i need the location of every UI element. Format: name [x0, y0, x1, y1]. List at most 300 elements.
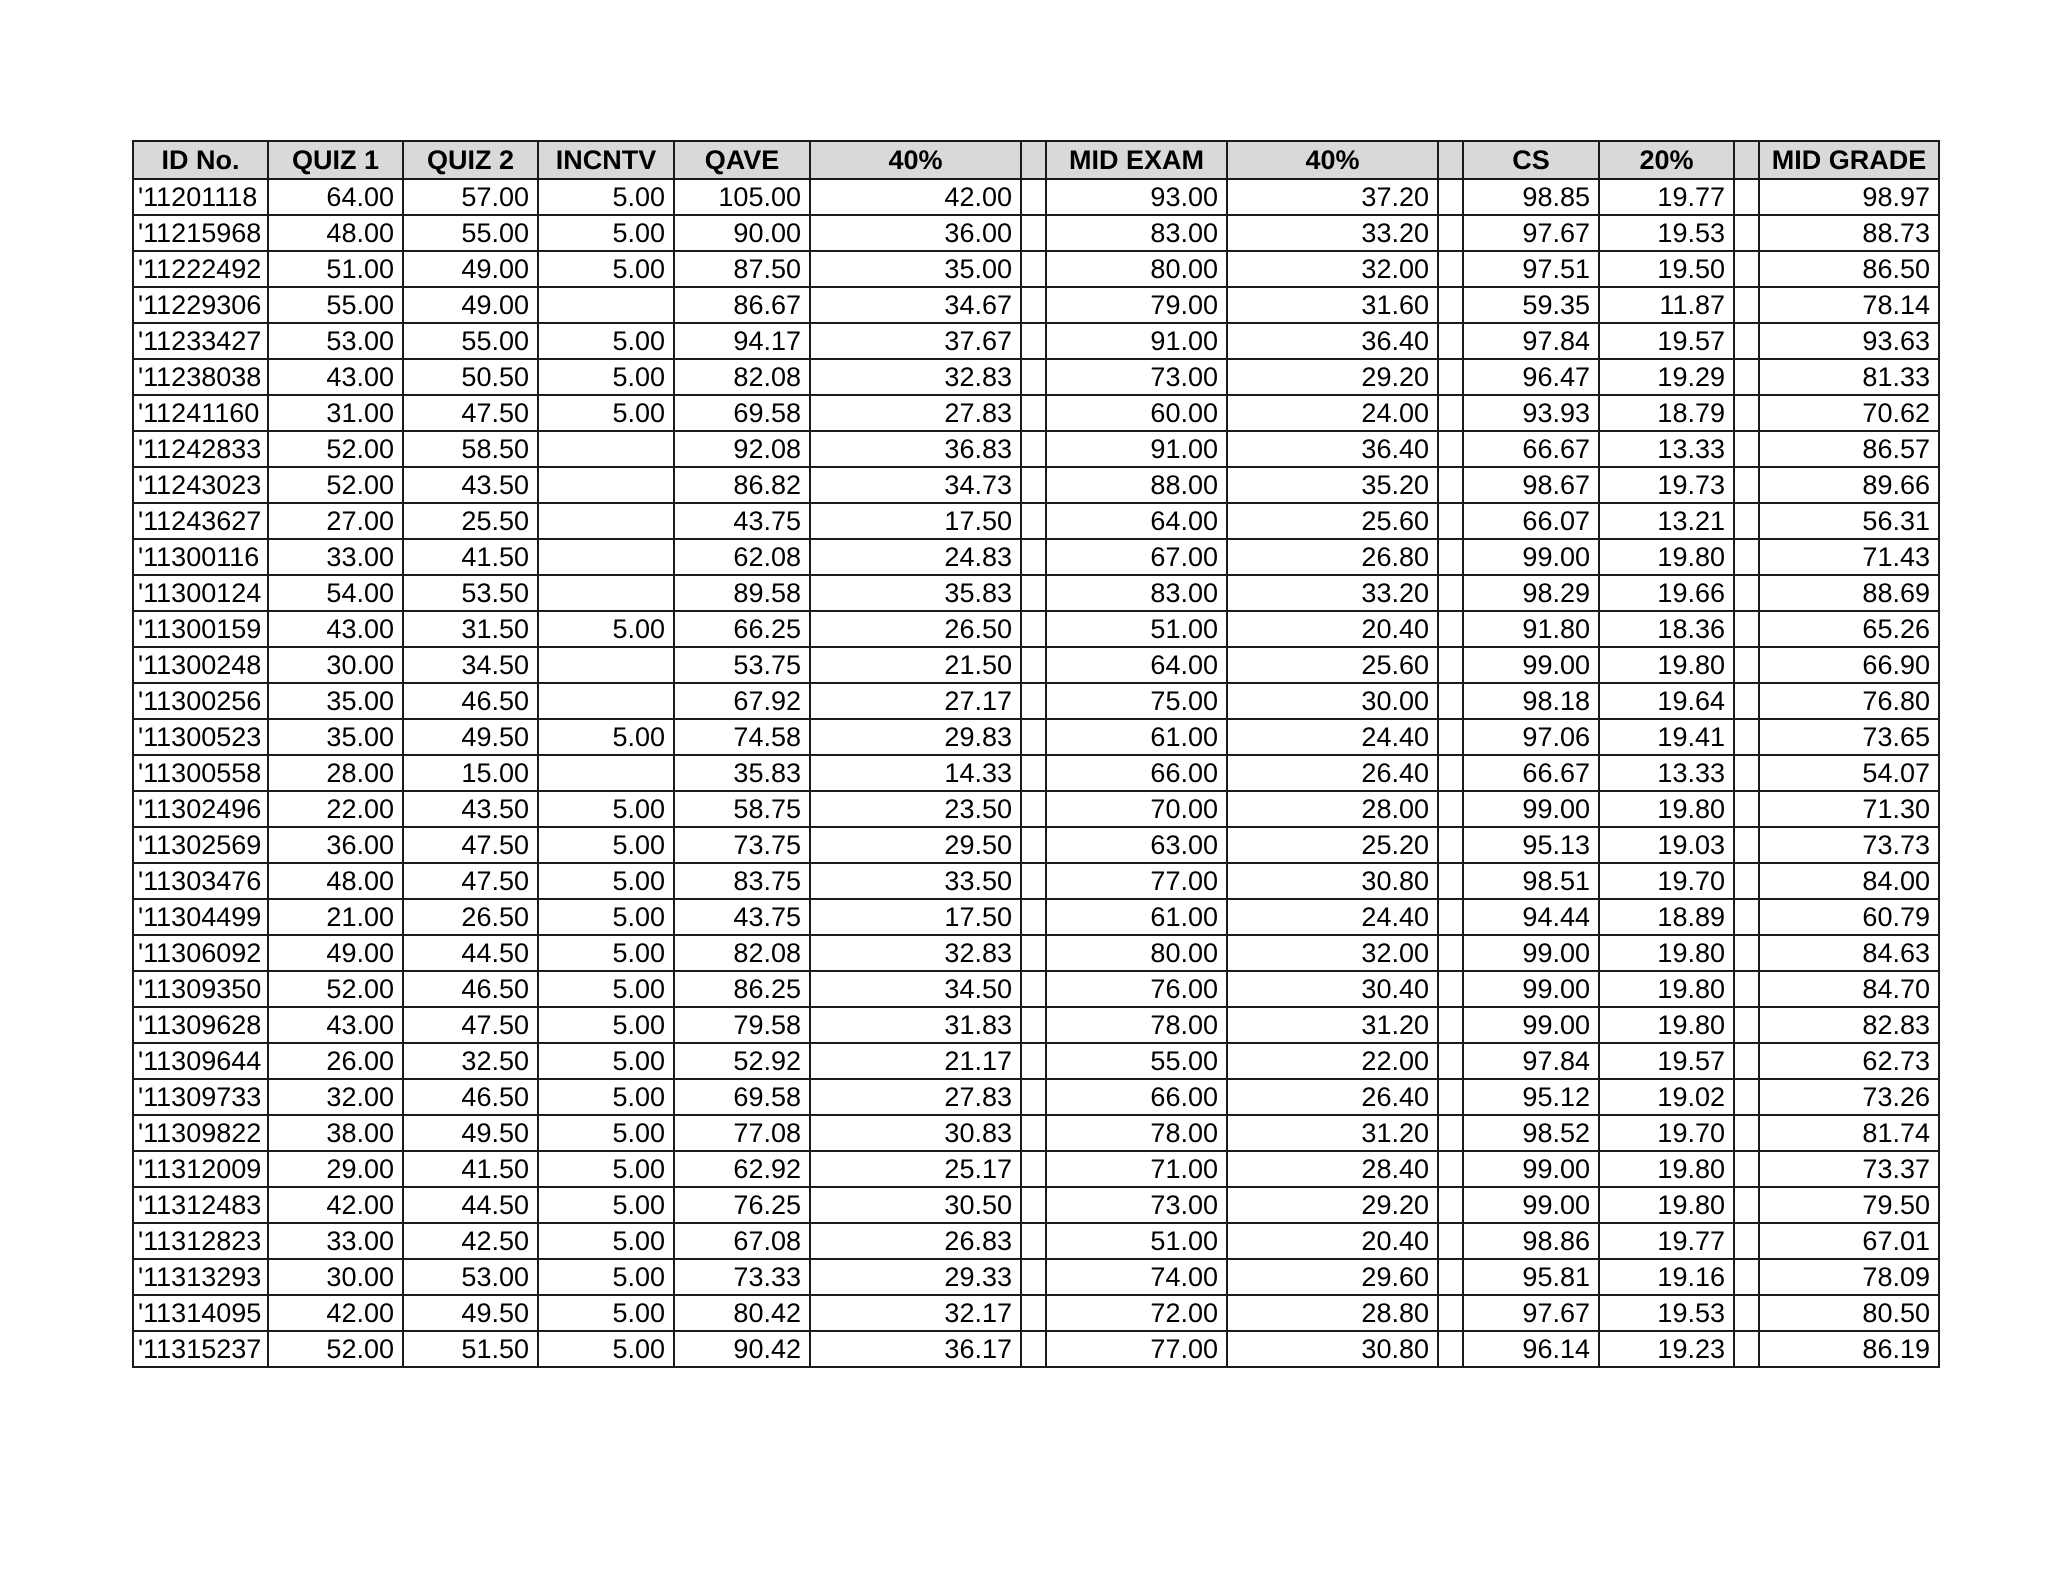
- value-cell: 5.00: [538, 1007, 674, 1043]
- value-cell: 81.74: [1759, 1115, 1939, 1151]
- value-cell: 42.00: [810, 179, 1021, 215]
- spacer-cell: [1438, 179, 1463, 215]
- spacer-cell: [1021, 575, 1046, 611]
- spacer-cell: [1438, 323, 1463, 359]
- value-cell: 80.50: [1759, 1295, 1939, 1331]
- value-cell: 21.17: [810, 1043, 1021, 1079]
- value-cell: 60.00: [1046, 395, 1227, 431]
- value-cell: 86.19: [1759, 1331, 1939, 1367]
- spacer-cell: [1734, 1151, 1759, 1187]
- value-cell: 26.83: [810, 1223, 1021, 1259]
- value-cell: 58.75: [674, 791, 810, 827]
- value-cell: 98.29: [1463, 575, 1599, 611]
- value-cell: 36.40: [1227, 431, 1438, 467]
- id-cell: '11215968: [133, 215, 268, 251]
- spacer-cell: [1021, 863, 1046, 899]
- value-cell: 74.58: [674, 719, 810, 755]
- spacer-cell: [1734, 251, 1759, 287]
- value-cell: 24.40: [1227, 719, 1438, 755]
- spacer-cell: [1734, 827, 1759, 863]
- table-row: [133, 611, 1939, 647]
- value-cell: 99.00: [1463, 971, 1599, 1007]
- spacer-cell: [1438, 1115, 1463, 1151]
- value-cell: 66.67: [1463, 431, 1599, 467]
- value-cell: 19.03: [1599, 827, 1734, 863]
- spacer-cell: [1438, 251, 1463, 287]
- value-cell: 93.00: [1046, 179, 1227, 215]
- value-cell: 32.17: [810, 1295, 1021, 1331]
- id-cell: '11304499: [133, 899, 268, 935]
- spacer-cell: [1438, 431, 1463, 467]
- value-cell: 35.00: [268, 719, 403, 755]
- value-cell: 28.80: [1227, 1295, 1438, 1331]
- value-cell: 19.80: [1599, 539, 1734, 575]
- value-cell: 70.00: [1046, 791, 1227, 827]
- value-cell: 92.08: [674, 431, 810, 467]
- value-cell: 33.00: [268, 1223, 403, 1259]
- value-cell: 5.00: [538, 179, 674, 215]
- value-cell: 19.41: [1599, 719, 1734, 755]
- value-cell: 19.73: [1599, 467, 1734, 503]
- value-cell: 94.17: [674, 323, 810, 359]
- value-cell: 19.77: [1599, 179, 1734, 215]
- value-cell: 29.33: [810, 1259, 1021, 1295]
- spacer-cell: [1438, 1295, 1463, 1331]
- value-cell: 62.92: [674, 1151, 810, 1187]
- spacer-cell: [1734, 755, 1759, 791]
- value-cell: 86.57: [1759, 431, 1939, 467]
- spacer-cell: [1438, 467, 1463, 503]
- id-cell: '11309822: [133, 1115, 268, 1151]
- value-cell: 33.50: [810, 863, 1021, 899]
- table-row: [133, 1115, 1939, 1151]
- spacer-cell: [1021, 1007, 1046, 1043]
- value-cell: 81.33: [1759, 359, 1939, 395]
- value-cell: 44.50: [403, 1187, 538, 1223]
- value-cell: 19.80: [1599, 971, 1734, 1007]
- value-cell: 73.75: [674, 827, 810, 863]
- value-cell: 83.00: [1046, 215, 1227, 251]
- value-cell: 48.00: [268, 215, 403, 251]
- table-row: [133, 251, 1939, 287]
- value-cell: 99.00: [1463, 647, 1599, 683]
- value-cell: 18.36: [1599, 611, 1734, 647]
- value-cell: 43.50: [403, 467, 538, 503]
- spacer-cell: [1438, 503, 1463, 539]
- table-row: [133, 1007, 1939, 1043]
- spacer-cell: [1734, 215, 1759, 251]
- value-cell: 41.50: [403, 1151, 538, 1187]
- value-cell: 19.02: [1599, 1079, 1734, 1115]
- column-header: ID No.: [133, 141, 268, 179]
- value-cell: 54.07: [1759, 755, 1939, 791]
- value-cell: 30.80: [1227, 1331, 1438, 1367]
- spacer-cell: [1021, 1151, 1046, 1187]
- table-row: [133, 1043, 1939, 1079]
- spacer-cell: [1438, 863, 1463, 899]
- value-cell: 35.83: [674, 755, 810, 791]
- value-cell: 5.00: [538, 1295, 674, 1331]
- spacer-cell: [1021, 287, 1046, 323]
- value-cell: 98.86: [1463, 1223, 1599, 1259]
- id-cell: '11233427: [133, 323, 268, 359]
- value-cell: 52.00: [268, 431, 403, 467]
- value-cell: 98.67: [1463, 467, 1599, 503]
- value-cell: 17.50: [810, 503, 1021, 539]
- value-cell: 78.09: [1759, 1259, 1939, 1295]
- value-cell: 99.00: [1463, 1187, 1599, 1223]
- value-cell: 105.00: [674, 179, 810, 215]
- value-cell: 64.00: [1046, 647, 1227, 683]
- value-cell: 42.00: [268, 1295, 403, 1331]
- value-cell: 76.80: [1759, 683, 1939, 719]
- spacer-cell: [1021, 791, 1046, 827]
- table-row: [133, 791, 1939, 827]
- spacer-cell: [1438, 1151, 1463, 1187]
- spacer-cell: [1438, 935, 1463, 971]
- spacer-cell: [1734, 395, 1759, 431]
- spacer-cell: [1438, 539, 1463, 575]
- table-row: [133, 323, 1939, 359]
- spacer-cell: [1438, 1259, 1463, 1295]
- value-cell: 46.50: [403, 971, 538, 1007]
- value-cell: 32.83: [810, 359, 1021, 395]
- value-cell: 24.83: [810, 539, 1021, 575]
- value-cell: 32.00: [1227, 251, 1438, 287]
- value-cell: 74.00: [1046, 1259, 1227, 1295]
- value-cell: 42.50: [403, 1223, 538, 1259]
- value-cell: 71.43: [1759, 539, 1939, 575]
- value-cell: 38.00: [268, 1115, 403, 1151]
- value-cell: 5.00: [538, 323, 674, 359]
- id-cell: '11300558: [133, 755, 268, 791]
- table-header: [133, 141, 1939, 179]
- value-cell: 34.50: [403, 647, 538, 683]
- value-cell: 93.63: [1759, 323, 1939, 359]
- value-cell: 35.83: [810, 575, 1021, 611]
- value-cell: 84.00: [1759, 863, 1939, 899]
- id-cell: '11300256: [133, 683, 268, 719]
- spacer-cell: [1734, 287, 1759, 323]
- value-cell: 98.97: [1759, 179, 1939, 215]
- value-cell: 42.00: [268, 1187, 403, 1223]
- value-cell: 88.73: [1759, 215, 1939, 251]
- value-cell: 35.20: [1227, 467, 1438, 503]
- spacer-cell: [1021, 611, 1046, 647]
- table-row: [133, 1223, 1939, 1259]
- spacer-cell: [1021, 683, 1046, 719]
- value-cell: 79.58: [674, 1007, 810, 1043]
- value-cell: 51.00: [1046, 1223, 1227, 1259]
- value-cell: 19.66: [1599, 575, 1734, 611]
- value-cell: 32.83: [810, 935, 1021, 971]
- spacer-cell: [1021, 539, 1046, 575]
- value-cell: 11.87: [1599, 287, 1734, 323]
- id-cell: '11300124: [133, 575, 268, 611]
- spacer-column-header: [1021, 141, 1046, 179]
- value-cell: 5.00: [538, 899, 674, 935]
- value-cell: 19.80: [1599, 791, 1734, 827]
- value-cell: 31.83: [810, 1007, 1021, 1043]
- value-cell: 55.00: [403, 323, 538, 359]
- spacer-cell: [1734, 971, 1759, 1007]
- value-cell: 30.40: [1227, 971, 1438, 1007]
- value-cell: 80.42: [674, 1295, 810, 1331]
- id-cell: '11222492: [133, 251, 268, 287]
- value-cell: 86.25: [674, 971, 810, 1007]
- value-cell: 18.79: [1599, 395, 1734, 431]
- value-cell: 73.00: [1046, 359, 1227, 395]
- value-cell: [538, 467, 674, 503]
- value-cell: 97.67: [1463, 215, 1599, 251]
- value-cell: 97.51: [1463, 251, 1599, 287]
- spacer-cell: [1734, 1007, 1759, 1043]
- value-cell: 19.70: [1599, 1115, 1734, 1151]
- id-cell: '11313293: [133, 1259, 268, 1295]
- value-cell: 5.00: [538, 791, 674, 827]
- table-row: [133, 359, 1939, 395]
- column-header: 40%: [1227, 141, 1438, 179]
- value-cell: 19.57: [1599, 1043, 1734, 1079]
- table-row: [133, 863, 1939, 899]
- spacer-cell: [1734, 1223, 1759, 1259]
- value-cell: 46.50: [403, 1079, 538, 1115]
- value-cell: 66.07: [1463, 503, 1599, 539]
- spacer-cell: [1734, 1331, 1759, 1367]
- table-row: [133, 1187, 1939, 1223]
- table-row: [133, 935, 1939, 971]
- value-cell: 90.42: [674, 1331, 810, 1367]
- value-cell: 51.50: [403, 1331, 538, 1367]
- value-cell: 32.00: [268, 1079, 403, 1115]
- value-cell: 78.14: [1759, 287, 1939, 323]
- value-cell: 19.23: [1599, 1331, 1734, 1367]
- value-cell: 26.00: [268, 1043, 403, 1079]
- value-cell: 66.00: [1046, 755, 1227, 791]
- spacer-cell: [1438, 1187, 1463, 1223]
- value-cell: 19.80: [1599, 1187, 1734, 1223]
- value-cell: 29.60: [1227, 1259, 1438, 1295]
- value-cell: 43.75: [674, 503, 810, 539]
- value-cell: 25.50: [403, 503, 538, 539]
- value-cell: 5.00: [538, 1079, 674, 1115]
- value-cell: [538, 647, 674, 683]
- value-cell: 28.40: [1227, 1151, 1438, 1187]
- value-cell: 5.00: [538, 935, 674, 971]
- value-cell: 89.66: [1759, 467, 1939, 503]
- value-cell: 22.00: [268, 791, 403, 827]
- grade-table: [132, 140, 1940, 1368]
- value-cell: 97.84: [1463, 323, 1599, 359]
- spacer-cell: [1021, 179, 1046, 215]
- value-cell: 67.00: [1046, 539, 1227, 575]
- value-cell: 97.06: [1463, 719, 1599, 755]
- column-header: MID GRADE: [1759, 141, 1939, 179]
- value-cell: 19.80: [1599, 1007, 1734, 1043]
- value-cell: 43.00: [268, 611, 403, 647]
- id-cell: '11300523: [133, 719, 268, 755]
- value-cell: 32.00: [1227, 935, 1438, 971]
- value-cell: 31.20: [1227, 1007, 1438, 1043]
- value-cell: 89.58: [674, 575, 810, 611]
- table-row: [133, 287, 1939, 323]
- value-cell: 5.00: [538, 1043, 674, 1079]
- value-cell: 27.83: [810, 1079, 1021, 1115]
- value-cell: 70.62: [1759, 395, 1939, 431]
- spacer-cell: [1438, 683, 1463, 719]
- value-cell: 97.84: [1463, 1043, 1599, 1079]
- value-cell: 91.00: [1046, 431, 1227, 467]
- value-cell: 82.83: [1759, 1007, 1939, 1043]
- id-cell: '11312483: [133, 1187, 268, 1223]
- table-row: [133, 827, 1939, 863]
- table-row: [133, 215, 1939, 251]
- spacer-cell: [1438, 395, 1463, 431]
- value-cell: 33.00: [268, 539, 403, 575]
- column-header: 20%: [1599, 141, 1734, 179]
- id-cell: '11309644: [133, 1043, 268, 1079]
- value-cell: 5.00: [538, 1151, 674, 1187]
- table-body: [133, 179, 1939, 1367]
- value-cell: 28.00: [268, 755, 403, 791]
- id-cell: '11229306: [133, 287, 268, 323]
- value-cell: 87.50: [674, 251, 810, 287]
- spacer-cell: [1734, 539, 1759, 575]
- spacer-cell: [1438, 1043, 1463, 1079]
- value-cell: 25.17: [810, 1151, 1021, 1187]
- spacer-cell: [1734, 683, 1759, 719]
- value-cell: 83.75: [674, 863, 810, 899]
- value-cell: 19.53: [1599, 1295, 1734, 1331]
- value-cell: 21.50: [810, 647, 1021, 683]
- value-cell: 36.17: [810, 1331, 1021, 1367]
- value-cell: 29.50: [810, 827, 1021, 863]
- column-header: 40%: [810, 141, 1021, 179]
- id-cell: '11243627: [133, 503, 268, 539]
- value-cell: 30.80: [1227, 863, 1438, 899]
- spacer-cell: [1021, 1259, 1046, 1295]
- table-row: [133, 467, 1939, 503]
- value-cell: 31.20: [1227, 1115, 1438, 1151]
- value-cell: 93.93: [1463, 395, 1599, 431]
- value-cell: 60.79: [1759, 899, 1939, 935]
- value-cell: 5.00: [538, 827, 674, 863]
- table-row: [133, 1295, 1939, 1331]
- value-cell: 88.69: [1759, 575, 1939, 611]
- value-cell: 99.00: [1463, 1151, 1599, 1187]
- value-cell: 65.26: [1759, 611, 1939, 647]
- value-cell: 25.60: [1227, 503, 1438, 539]
- value-cell: 84.63: [1759, 935, 1939, 971]
- value-cell: 95.81: [1463, 1259, 1599, 1295]
- value-cell: 28.00: [1227, 791, 1438, 827]
- table-row: [133, 1079, 1939, 1115]
- value-cell: 99.00: [1463, 1007, 1599, 1043]
- spacer-cell: [1734, 1259, 1759, 1295]
- spacer-cell: [1438, 755, 1463, 791]
- id-cell: '11312823: [133, 1223, 268, 1259]
- spacer-cell: [1438, 1079, 1463, 1115]
- value-cell: 98.52: [1463, 1115, 1599, 1151]
- spacer-cell: [1021, 467, 1046, 503]
- value-cell: 33.20: [1227, 215, 1438, 251]
- value-cell: 43.75: [674, 899, 810, 935]
- value-cell: 73.73: [1759, 827, 1939, 863]
- value-cell: 30.00: [1227, 683, 1438, 719]
- spacer-cell: [1734, 179, 1759, 215]
- value-cell: 53.00: [268, 323, 403, 359]
- column-header: INCNTV: [538, 141, 674, 179]
- value-cell: 5.00: [538, 863, 674, 899]
- value-cell: 73.00: [1046, 1187, 1227, 1223]
- column-header: QAVE: [674, 141, 810, 179]
- value-cell: 52.92: [674, 1043, 810, 1079]
- value-cell: 20.40: [1227, 611, 1438, 647]
- spacer-cell: [1734, 611, 1759, 647]
- value-cell: 99.00: [1463, 935, 1599, 971]
- value-cell: 88.00: [1046, 467, 1227, 503]
- value-cell: 61.00: [1046, 719, 1227, 755]
- id-cell: '11238038: [133, 359, 268, 395]
- spacer-cell: [1438, 791, 1463, 827]
- value-cell: 72.00: [1046, 1295, 1227, 1331]
- value-cell: 54.00: [268, 575, 403, 611]
- value-cell: 62.08: [674, 539, 810, 575]
- value-cell: 69.58: [674, 395, 810, 431]
- spacer-cell: [1734, 431, 1759, 467]
- value-cell: 80.00: [1046, 935, 1227, 971]
- table-row: [133, 179, 1939, 215]
- value-cell: 78.00: [1046, 1007, 1227, 1043]
- value-cell: 52.00: [268, 1331, 403, 1367]
- value-cell: 22.00: [1227, 1043, 1438, 1079]
- value-cell: 49.00: [268, 935, 403, 971]
- value-cell: 49.50: [403, 719, 538, 755]
- spacer-cell: [1438, 971, 1463, 1007]
- spacer-cell: [1734, 647, 1759, 683]
- spacer-cell: [1021, 323, 1046, 359]
- spacer-cell: [1021, 1043, 1046, 1079]
- value-cell: 18.89: [1599, 899, 1734, 935]
- value-cell: 49.00: [403, 251, 538, 287]
- value-cell: 23.50: [810, 791, 1021, 827]
- value-cell: 35.00: [268, 683, 403, 719]
- column-header: QUIZ 2: [403, 141, 538, 179]
- value-cell: 95.13: [1463, 827, 1599, 863]
- value-cell: 53.75: [674, 647, 810, 683]
- value-cell: 19.70: [1599, 863, 1734, 899]
- value-cell: 49.50: [403, 1115, 538, 1151]
- value-cell: 94.44: [1463, 899, 1599, 935]
- value-cell: 24.00: [1227, 395, 1438, 431]
- spacer-cell: [1734, 719, 1759, 755]
- value-cell: 19.80: [1599, 935, 1734, 971]
- value-cell: 73.33: [674, 1259, 810, 1295]
- spacer-cell: [1021, 1331, 1046, 1367]
- value-cell: 86.82: [674, 467, 810, 503]
- value-cell: 47.50: [403, 827, 538, 863]
- value-cell: 33.20: [1227, 575, 1438, 611]
- spacer-cell: [1734, 863, 1759, 899]
- value-cell: 35.00: [810, 251, 1021, 287]
- value-cell: 20.40: [1227, 1223, 1438, 1259]
- value-cell: 19.64: [1599, 683, 1734, 719]
- value-cell: 69.58: [674, 1079, 810, 1115]
- spacer-cell: [1021, 935, 1046, 971]
- spacer-cell: [1438, 1223, 1463, 1259]
- spacer-cell: [1021, 215, 1046, 251]
- value-cell: 86.50: [1759, 251, 1939, 287]
